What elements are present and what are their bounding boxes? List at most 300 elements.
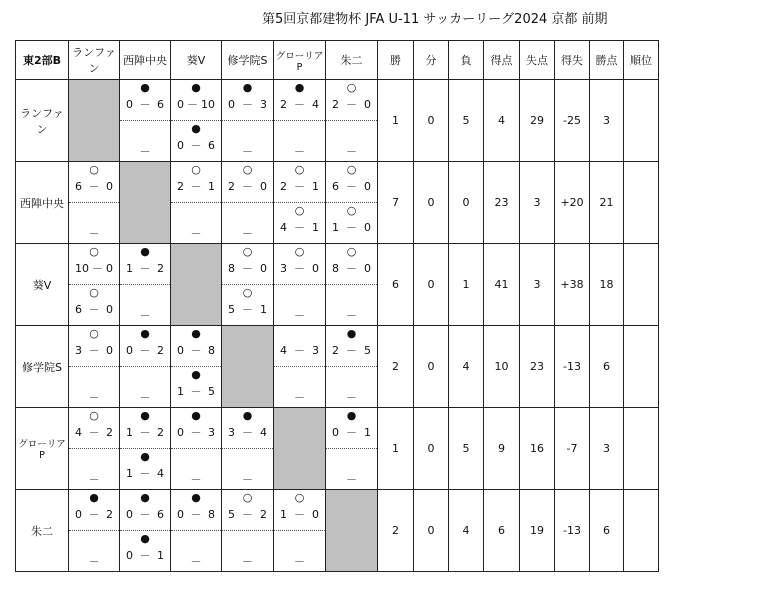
empty-marker: － [242, 555, 253, 568]
empty-marker: － [242, 473, 253, 486]
match-result [120, 408, 170, 449]
score-right: 6 [157, 508, 164, 521]
score-left: 10 [75, 262, 89, 275]
score-left: 0 [332, 426, 339, 439]
loss-mark: ● [191, 368, 201, 381]
score-left: 0 [177, 344, 184, 357]
stat-cell [624, 244, 659, 326]
score-right: 0 [364, 221, 371, 234]
win-mark: ○ [89, 409, 99, 422]
empty-marker: － [294, 555, 305, 568]
win-mark: ○ [294, 163, 305, 176]
score-left: 3 [228, 426, 235, 439]
score-left: 8 [332, 262, 339, 275]
stat-cell: 7 [378, 162, 414, 244]
loss-mark: ● [191, 327, 201, 340]
score-separator: － [88, 344, 100, 357]
score-right: 4 [157, 467, 164, 480]
result-cell [120, 490, 171, 572]
result-cell [171, 408, 222, 490]
loss-mark: ● [191, 491, 201, 504]
match-result [69, 408, 119, 449]
match-result [222, 162, 273, 203]
match-result [326, 326, 377, 367]
result-cell [69, 326, 120, 408]
score-separator: － [139, 549, 151, 562]
result-cell [274, 162, 326, 244]
result-cell [326, 162, 378, 244]
score [120, 467, 170, 481]
result-cell [274, 244, 326, 326]
stat-cell [624, 80, 659, 162]
score-right: 1 [312, 180, 319, 193]
stat-cell: 6 [590, 490, 624, 572]
win-mark: ○ [89, 163, 99, 176]
score-right: 1 [364, 426, 371, 439]
result-cell [326, 80, 378, 162]
score [222, 303, 273, 317]
match-result [171, 408, 221, 449]
match-result [326, 80, 377, 121]
match-pending [326, 121, 377, 161]
stat-cell: 0 [414, 326, 449, 408]
score-right: 10 [201, 98, 215, 111]
empty-marker: － [294, 309, 305, 322]
team-name: 西陣中央 [16, 162, 69, 244]
score-separator: － [190, 508, 202, 521]
score-right: 2 [260, 508, 267, 521]
score-left: 0 [126, 98, 133, 111]
score-separator: － [139, 98, 151, 111]
match-pending [222, 531, 273, 571]
match-pending [326, 367, 377, 407]
score [274, 508, 325, 522]
stat-cell: -7 [555, 408, 590, 490]
result-cell [69, 490, 120, 572]
empty-marker: － [88, 227, 100, 240]
score-left: 0 [75, 508, 82, 521]
score-separator: － [242, 98, 253, 111]
empty-marker: － [242, 227, 253, 240]
stat-cell: -13 [555, 326, 590, 408]
score-separator: － [346, 98, 357, 111]
table-row [16, 326, 659, 408]
score [274, 180, 325, 194]
stat-cell: 0 [449, 162, 484, 244]
result-cell [326, 326, 378, 408]
score-right: 3 [312, 344, 319, 357]
score-right: 5 [208, 385, 215, 398]
score [326, 98, 377, 112]
score [120, 508, 170, 522]
division-label: 東2部B [16, 41, 69, 80]
score [222, 180, 273, 194]
score-separator: － [139, 426, 151, 439]
score-right: 8 [208, 344, 215, 357]
match-result [69, 244, 119, 285]
empty-marker: － [139, 145, 151, 158]
self-match-cell [69, 80, 120, 162]
stat-cell [624, 490, 659, 572]
score-separator: － [92, 262, 103, 275]
stat-cell: 5 [449, 80, 484, 162]
score-left: 3 [280, 262, 287, 275]
match-result [274, 203, 325, 243]
match-result [69, 285, 119, 325]
win-mark: ○ [89, 286, 99, 299]
score [274, 221, 325, 235]
score-separator: － [88, 303, 100, 316]
loss-mark: ● [140, 81, 150, 94]
score-right: 3 [260, 98, 267, 111]
score-separator: － [88, 508, 100, 521]
match-result [274, 490, 325, 531]
score-left: 2 [280, 180, 287, 193]
score-right: 4 [312, 98, 319, 111]
score-right: 2 [157, 344, 164, 357]
result-cell [69, 162, 120, 244]
team-name: 葵V [16, 244, 69, 326]
loss-mark: ● [294, 81, 305, 94]
score-separator: － [294, 221, 305, 234]
column-header: 分 [414, 41, 449, 80]
header-row [16, 41, 659, 80]
stat-cell: +38 [555, 244, 590, 326]
score-separator: － [346, 426, 357, 439]
score-left: 2 [228, 180, 235, 193]
empty-marker: － [139, 309, 151, 322]
loss-mark: ● [242, 81, 253, 94]
score-separator: － [190, 344, 202, 357]
stat-cell: 29 [520, 80, 555, 162]
stat-cell: 4 [484, 80, 520, 162]
score-left: 8 [228, 262, 235, 275]
column-header: 勝点 [590, 41, 624, 80]
stat-cell: 3 [590, 80, 624, 162]
score-right: 0 [312, 262, 319, 275]
team-name: グローリアP [16, 408, 69, 490]
column-header: 勝 [378, 41, 414, 80]
match-pending [222, 121, 273, 161]
empty-marker: － [190, 473, 202, 486]
loss-mark: ● [89, 491, 99, 504]
win-mark: ○ [346, 163, 357, 176]
empty-marker: － [294, 391, 305, 404]
stat-cell: 0 [414, 162, 449, 244]
match-result [120, 326, 170, 367]
match-result [171, 162, 221, 203]
stat-cell: 0 [414, 490, 449, 572]
result-cell [171, 490, 222, 572]
stat-cell: 10 [484, 326, 520, 408]
score [69, 344, 119, 358]
result-cell [120, 326, 171, 408]
score-separator: － [187, 98, 198, 111]
score-separator: － [294, 262, 305, 275]
column-header: 葵V [171, 41, 222, 80]
result-cell [274, 490, 326, 572]
match-result [222, 285, 273, 325]
empty-marker: － [346, 473, 357, 486]
score-left: 1 [332, 221, 339, 234]
score-left: 6 [75, 180, 82, 193]
stat-cell [624, 408, 659, 490]
score [171, 426, 221, 440]
score-left: 5 [228, 303, 235, 316]
score [69, 426, 119, 440]
stat-cell: +20 [555, 162, 590, 244]
score-left: 0 [126, 344, 133, 357]
table-body [16, 80, 659, 572]
empty-marker: － [242, 145, 253, 158]
score-separator: － [190, 426, 202, 439]
score-left: 2 [177, 180, 184, 193]
match-pending [326, 449, 377, 489]
loss-mark: ● [191, 122, 201, 135]
score-separator: － [346, 344, 357, 357]
stat-cell: 5 [449, 408, 484, 490]
match-result [326, 408, 377, 449]
match-result [222, 408, 273, 449]
empty-marker: － [346, 145, 357, 158]
loss-mark: ● [140, 409, 150, 422]
score-separator: － [88, 180, 100, 193]
match-result [120, 449, 170, 489]
column-header: ランファン [69, 41, 120, 80]
score [69, 262, 119, 276]
stat-cell [624, 326, 659, 408]
score-separator: － [294, 508, 305, 521]
score-left: 2 [332, 98, 339, 111]
win-mark: ○ [346, 204, 357, 217]
team-name: 朱二 [16, 490, 69, 572]
score-separator: － [242, 303, 253, 316]
score-separator: － [294, 344, 305, 357]
column-header: 修学院S [222, 41, 274, 80]
win-mark: ○ [242, 491, 253, 504]
score [120, 426, 170, 440]
score [171, 508, 221, 522]
match-result [120, 531, 170, 571]
result-cell [120, 244, 171, 326]
empty-marker: － [88, 473, 100, 486]
self-match-cell [120, 162, 171, 244]
score-left: 3 [75, 344, 82, 357]
score-right: 0 [106, 303, 113, 316]
empty-marker: － [190, 227, 202, 240]
score-left: 4 [75, 426, 82, 439]
stat-cell: 19 [520, 490, 555, 572]
match-result [171, 121, 221, 161]
score [222, 508, 273, 522]
match-result [171, 80, 221, 121]
result-cell [274, 80, 326, 162]
stat-cell: 18 [590, 244, 624, 326]
empty-marker: － [346, 391, 357, 404]
match-result [274, 244, 325, 285]
stat-cell: 4 [449, 326, 484, 408]
column-header: 朱二 [326, 41, 378, 80]
score-left: 0 [177, 508, 184, 521]
stat-cell: -25 [555, 80, 590, 162]
page-title: 第5回京都建物杯 JFA U-11 サッカーリーグ2024 京都 前期 [262, 12, 608, 27]
result-cell [171, 162, 222, 244]
match-pending [69, 449, 119, 489]
stat-cell: 3 [590, 408, 624, 490]
table-row [16, 80, 659, 162]
loss-mark: ● [242, 409, 253, 422]
empty-marker: － [139, 391, 151, 404]
score-separator: － [139, 262, 151, 275]
score-separator: － [294, 98, 305, 111]
score-right: 3 [208, 426, 215, 439]
match-pending [171, 203, 221, 243]
column-header: グローリアP [274, 41, 326, 80]
stat-cell: 6 [484, 490, 520, 572]
empty-marker: － [88, 391, 100, 404]
win-mark: ○ [346, 81, 357, 94]
match-pending [274, 285, 325, 325]
win-mark: ○ [89, 245, 99, 258]
score-left: 4 [280, 344, 287, 357]
column-header: 順位 [624, 41, 659, 80]
stat-cell: 0 [414, 408, 449, 490]
score-left: 0 [228, 98, 235, 111]
loss-mark: ● [140, 245, 150, 258]
score-left: 0 [177, 139, 184, 152]
win-mark: ○ [242, 286, 253, 299]
column-header: 負 [449, 41, 484, 80]
stat-cell: 6 [378, 244, 414, 326]
match-pending [120, 367, 170, 407]
result-cell [274, 326, 326, 408]
result-cell [222, 162, 274, 244]
stat-cell: 16 [520, 408, 555, 490]
score [274, 262, 325, 276]
score-right: 2 [106, 508, 113, 521]
match-pending [274, 531, 325, 571]
stat-cell: 41 [484, 244, 520, 326]
result-cell [171, 80, 222, 162]
loss-mark: ● [140, 491, 150, 504]
score-right: 0 [106, 262, 113, 275]
match-result [69, 326, 119, 367]
stat-cell: 6 [590, 326, 624, 408]
match-result [326, 162, 377, 203]
score-separator: － [190, 180, 202, 193]
match-pending [120, 285, 170, 325]
loss-mark: ● [140, 450, 150, 463]
stat-cell: 21 [590, 162, 624, 244]
stat-cell: 23 [484, 162, 520, 244]
match-result [171, 490, 221, 531]
match-result [120, 80, 170, 121]
score-left: 4 [280, 221, 287, 234]
score [171, 180, 221, 194]
loss-mark: ● [140, 327, 150, 340]
score [274, 344, 325, 358]
match-result [326, 203, 377, 243]
stat-cell: 2 [378, 326, 414, 408]
stat-cell: 9 [484, 408, 520, 490]
result-cell [222, 408, 274, 490]
result-cell [120, 80, 171, 162]
score-right: 0 [312, 508, 319, 521]
self-match-cell [326, 490, 378, 572]
result-cell [222, 490, 274, 572]
score-right: 1 [157, 549, 164, 562]
loss-mark: ● [191, 409, 201, 422]
score [274, 98, 325, 112]
result-cell [222, 80, 274, 162]
match-result [274, 326, 325, 367]
score-separator: － [242, 262, 253, 275]
loss-mark: ● [140, 532, 150, 545]
score-right: 2 [157, 426, 164, 439]
score-right: 6 [208, 139, 215, 152]
score [120, 262, 170, 276]
self-match-cell [222, 326, 274, 408]
stat-cell: 1 [378, 80, 414, 162]
win-mark: ○ [294, 245, 305, 258]
score-right: 0 [364, 262, 371, 275]
score [69, 303, 119, 317]
score-left: 1 [177, 385, 184, 398]
match-result [171, 326, 221, 367]
loss-mark: ● [191, 81, 201, 94]
result-cell [222, 244, 274, 326]
column-header: 失点 [520, 41, 555, 80]
score-right: 0 [106, 344, 113, 357]
team-name: 修学院S [16, 326, 69, 408]
score-left: 6 [332, 180, 339, 193]
score [326, 344, 377, 358]
score-separator: － [346, 221, 357, 234]
score-separator: － [242, 426, 253, 439]
score [171, 385, 221, 399]
match-result [274, 162, 325, 203]
score-left: 1 [126, 467, 133, 480]
score [120, 344, 170, 358]
match-pending [69, 367, 119, 407]
score-separator: － [139, 344, 151, 357]
empty-marker: － [190, 555, 202, 568]
match-pending [326, 285, 377, 325]
score-right: 5 [364, 344, 371, 357]
score [326, 180, 377, 194]
empty-marker: － [294, 145, 305, 158]
score [222, 262, 273, 276]
win-mark: ○ [294, 204, 305, 217]
match-result [120, 244, 170, 285]
stat-cell: 4 [449, 490, 484, 572]
result-cell [326, 244, 378, 326]
result-cell [69, 244, 120, 326]
match-pending [69, 203, 119, 243]
match-pending [171, 449, 221, 489]
match-pending [222, 449, 273, 489]
score [222, 426, 273, 440]
match-result [326, 244, 377, 285]
stat-cell: 1 [449, 244, 484, 326]
result-cell [69, 408, 120, 490]
score-right: 8 [208, 508, 215, 521]
match-result [222, 80, 273, 121]
match-pending [274, 367, 325, 407]
score-left: 5 [228, 508, 235, 521]
score-separator: － [139, 508, 151, 521]
score [69, 508, 119, 522]
